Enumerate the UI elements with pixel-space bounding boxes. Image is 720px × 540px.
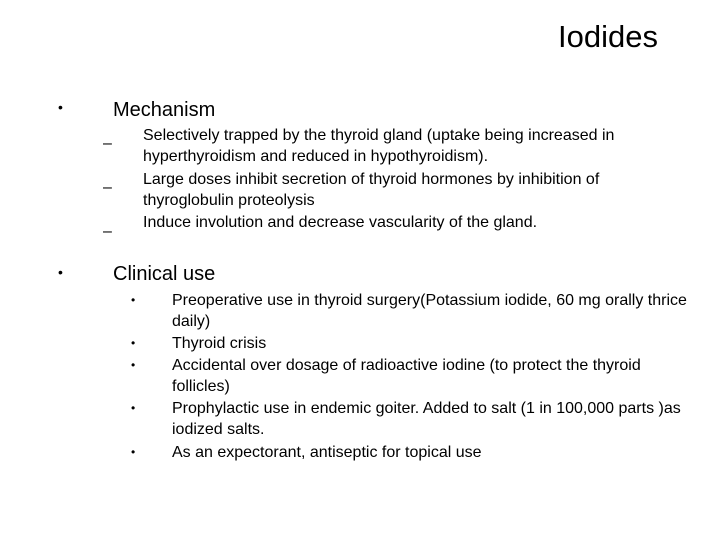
mechanism-heading: Mechanism [113,99,216,121]
clinical-use-bullet: • [58,264,63,280]
clinical-use-item-1-bullet: • [131,293,136,307]
clinical-use-item-5-bullet: • [131,445,136,459]
mechanism-item-3-dash: – [103,223,112,240]
clinical-use-item-3-bullet: • [131,358,136,372]
mechanism-item-1: Selectively trapped by the thyroid gland (uptake being increased in hyperthyroidism and reduced in hypothyroidism). [143,127,615,165]
clinical-use-heading: Clinical use [113,263,216,285]
slide-title: Iodides [558,19,658,54]
clinical-use-item-5: As an expectorant, antiseptic for topical use [172,444,482,461]
clinical-use-item-3: Accidental over dosage of radioactive iodine (to protect the thyroid follicles) [172,357,641,395]
mechanism-bullet: • [58,99,63,115]
mechanism-item-2-dash: – [103,179,112,196]
mechanism-item-2: Large doses inhibit secretion of thyroid hormones by inhibition of thyroglobulin proteolysis [143,171,600,209]
clinical-use-item-4: Prophylactic use in endemic goiter. Added to salt (1 in 100,000 parts )as iodized salts. [172,400,681,438]
clinical-use-item-2: Thyroid crisis [172,335,267,352]
clinical-use-item-2-bullet: • [131,336,136,350]
clinical-use-item-4-bullet: • [131,401,136,415]
clinical-use-item-1: Preoperative use in thyroid surgery(Potassium iodide, 60 mg orally thrice daily) [172,292,687,330]
mechanism-item-3: Induce involution and decrease vascularity of the gland. [143,214,538,231]
mechanism-item-1-dash: – [103,135,112,152]
